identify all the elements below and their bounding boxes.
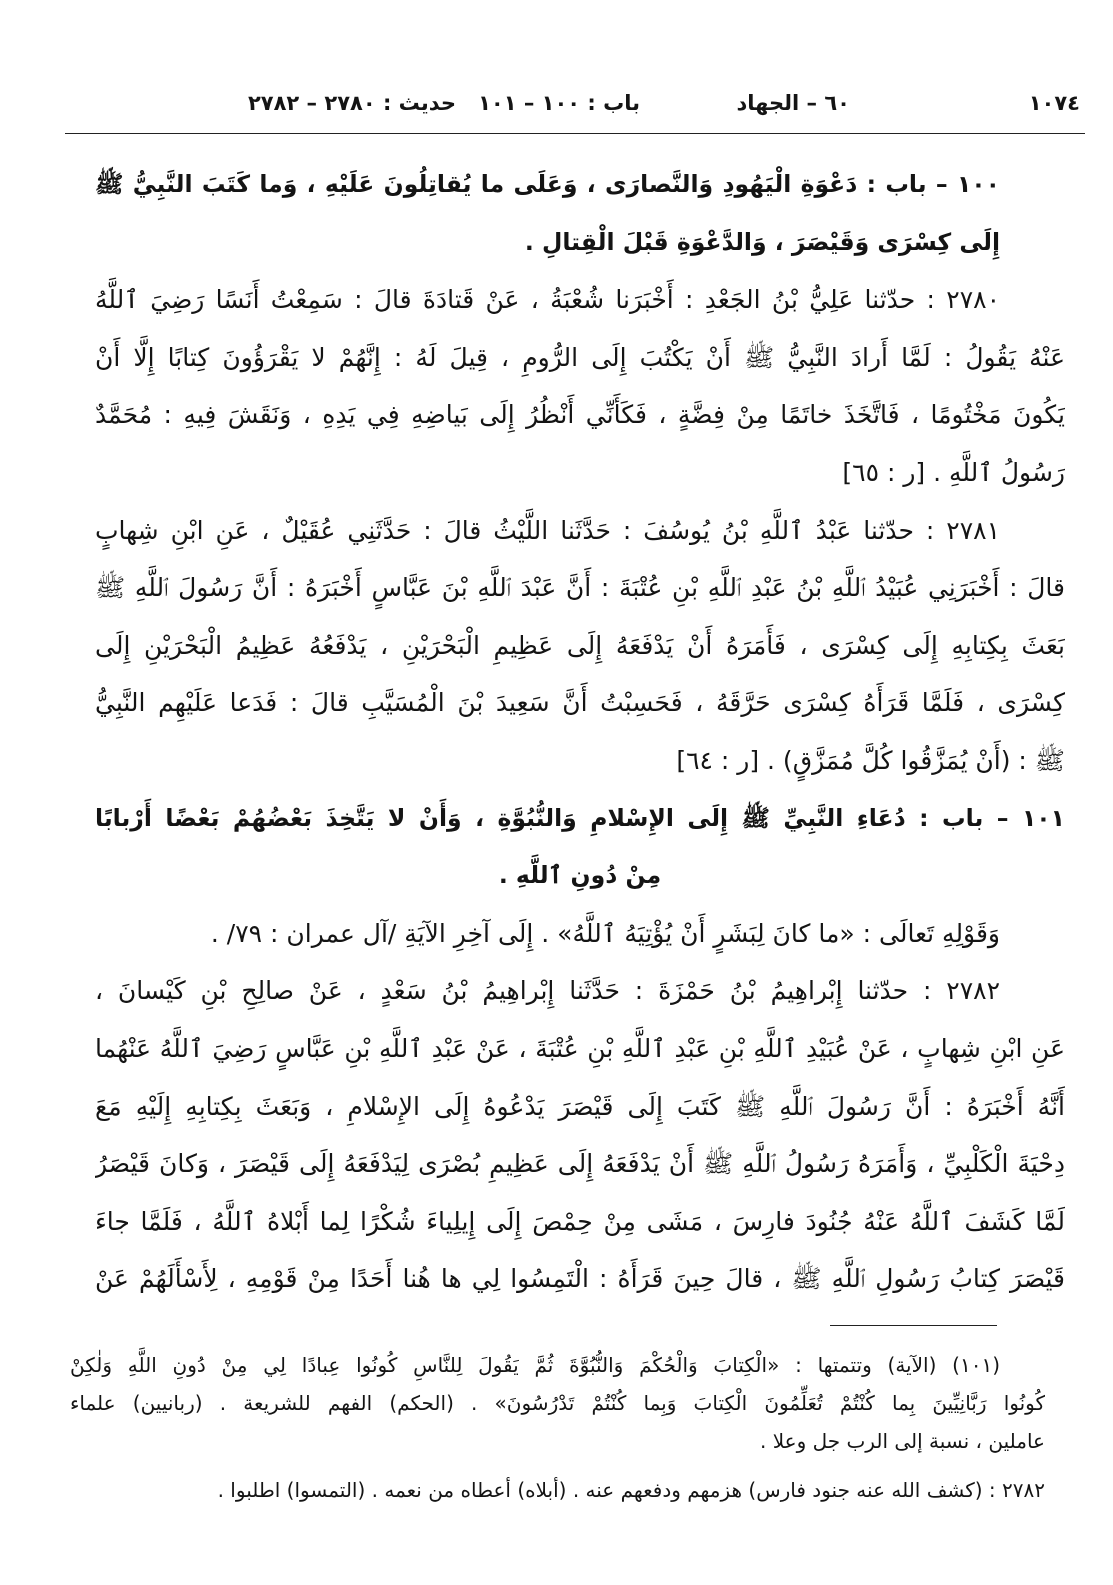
- chapter-heading-line: إِلَى كِسْرَى وَقَيْصَرَ ، وَالدَّعْوَةِ قَبْلَ الْقِتالِ .: [524, 227, 1000, 256]
- hadith-line: دِحْيَةَ الْكَلْبِيِّ ، وَأَمَرَهُ رَسُولُ ٱللَّهِ ﷺ أَنْ يَدْفَعَهُ إِلَى عَظِيمِ بُصْرَى لِيَدْفَعَهُ إِلَى قَيْصَرَ ، وَكانَ قَيْصَرُ: [95, 1149, 1065, 1179]
- hadith-range: حديث : ٢٧٨٠ – ٢٧٨٢: [247, 91, 457, 115]
- hadith-2781: [95, 502, 1065, 790]
- footnote-101: [70, 1346, 1045, 1460]
- footnote-rule: [830, 1325, 997, 1326]
- hadith-line: ﷺ : (أَنْ يُمَزَّقُوا كُلَّ مُمَزَّقٍ) . [ر : ٦٤]: [676, 745, 1065, 775]
- footnote-2782: ٢٧٨٢ : (كشف الله عنه جنود فارس) هزمهم ودفعهم عنه . (أبلاه) أعطاه من نعمه . (التمسوا) اطلبوا .: [217, 1478, 1045, 1502]
- hadith-line: ٢٧٨١ : حدّثنا عَبْدُ ٱللَّهِ بْنُ يُوسُفَ : حَدَّثَنا اللَّيْثُ قالَ : حَدَّثَنِي عُقَيْلٌ ، عَنِ ابْنِ شِهابٍ: [95, 515, 1000, 545]
- footnote-line: عاملين ، نسبة إلى الرب جل وعلا .: [760, 1429, 1045, 1453]
- hadith-line: قَيْصَرَ كِتابُ رَسُولِ ٱللَّهِ ﷺ ، قالَ حِينَ قَرَأَهُ : الْتَمِسُوا لِي ها هُنا أَحَدًا مِنْ قَوْمِهِ ، لِأَسْأَلَهُمْ عَنْ: [95, 1264, 1065, 1294]
- footnotes: [70, 1346, 1045, 1509]
- hadith-line: بَعَثَ بِكِتابِهِ إِلَى كِسْرَى ، فَأَمَرَهُ أَنْ يَدْفَعَهُ إِلَى عَظِيمِ الْبَحْرَيْنِ ، يَدْفَعُهُ عَظِيمُ الْبَحْرَيْنِ إِلَى: [95, 630, 1065, 660]
- hadith-line: يَكُونَ مَخْتُومًا ، فَاتَّخَذَ خاتَمًا مِنْ فِضَّةٍ ، فَكَأَنِّي أَنْظُرُ إِلَى بَياضِهِ فِي يَدِهِ ، وَنَقَشَ فِيهِ : مُحَمَّدٌ: [95, 400, 1065, 430]
- hadith-line: ٢٧٨٢ : حدّثنا إِبْراهِيمُ بْنُ حَمْزَةَ : حَدَّثَنا إِبْراهِيمُ بْنُ سَعْدٍ ، عَنْ صالِحِ بْنِ كَيْسانَ ،: [95, 976, 1000, 1006]
- hadith-line: قالَ : أَخْبَرَنِي عُبَيْدُ ٱللَّهِ بْنُ عَبْدِ ٱللَّهِ بْنِ عُتْبَةَ : أَنَّ عَبْدَ ٱللَّهِ بْنَ عَبَّاسٍ أَخْبَرَهُ : أَنَّ رَسُولَ ٱللَّهِ ﷺ: [95, 573, 1065, 603]
- footnote-line: كُونُوا رَبَّانِيِّينَ بِما كُنْتُمْ تُعَلِّمُونَ الْكِتابَ وَبِما كُنْتُمْ تَدْرُسُونَ» . (الحكم) الفهم للشريعة . (ربانيين) علماء: [70, 1391, 1045, 1415]
- hadith-2780: [95, 271, 1065, 501]
- range-header: [248, 88, 640, 118]
- hadith-line: كِسْرَى ، فَلَمَّا قَرَأَهُ كِسْرَى حَرَّقَهُ ، فَحَسِبْتُ أَنَّ سَعِيدَ بْنَ الْمُسَيَّبِ قالَ : فَدَعا عَلَيْهِم النَّبِيُّ: [95, 688, 1065, 718]
- hadith-line: رَسُولُ ٱللَّهِ . [ر : ٦٥]: [842, 457, 1065, 487]
- chapter-heading-line: ١٠٠ – باب : دَعْوَةِ الْيَهُودِ وَالنَّصارَى ، وَعَلَى ما يُقاتِلُونَ عَلَيْهِ ، وَما كَتَبَ النَّبِيُّ ﷺ: [95, 170, 1000, 198]
- hadith-line: ٢٧٨٠ : حدّثنا عَلِيُّ بْنُ الجَعْدِ : أَخْبَرَنا شُعْبَةُ ، عَنْ قَتادَةَ قالَ : سَمِعْتُ أَنَسًا رَضِيَ ٱللَّهُ: [95, 285, 1000, 315]
- book-title: ٦٠ – الجهاد: [736, 91, 850, 115]
- chapter-heading-line: ١٠١ – باب : دُعَاءِ النَّبِيِّ ﷺ إِلَى الإِسْلامِ وَالنُّبُوَّةِ ، وَأَنْ لا يَتَّخِذَ بَعْضُهُمْ بَعْضًا أَرْبابًا: [95, 803, 1065, 832]
- hadith-line: عَنْهُ يَقُولُ : لَمَّا أَرادَ النَّبِيُّ ﷺ أَنْ يَكْتُبَ إِلَى الرُّومِ ، قِيلَ لَهُ : إِنَّهُمْ لا يَقْرَؤُونَ كِتابًا إِلَّا أَنْ: [95, 342, 1065, 372]
- chapter-101-heading: [95, 790, 1065, 905]
- footnote-line: (١٠١) (الآية) وتتمتها : «الْكِتابَ وَالْحُكْمَ وَالنُّبُوَّةَ ثُمَّ يَقُولَ لِلنَّاسِ كُونُوا عِبادًا لِي مِنْ دُونِ اللَّهِ وَلٰكِنْ: [70, 1353, 1000, 1377]
- hadith-2782: [95, 962, 1065, 1308]
- hadith-line: أَنَّهُ أَخْبَرَهُ : أَنَّ رَسُولَ ٱللَّهِ ﷺ كَتَبَ إِلَى قَيْصَرَ يَدْعُوهُ إِلَى الإِسْلامِ ، وَبَعَثَ بِكِتابِهِ إِلَيْهِ مَعَ: [95, 1091, 1065, 1121]
- header-rule: [65, 133, 1085, 134]
- chapter-heading-line: مِنْ دُونِ ٱللَّهِ .: [498, 861, 662, 890]
- chapter-range: باب : ١٠٠ – ١٠١: [478, 91, 640, 115]
- page-number: ١٠٧٤: [1028, 91, 1080, 115]
- verse-reference: وَقَوْلِهِ تَعالَى : «ما كانَ لِبَشَرٍ أَنْ يُؤْتِيَهُ ٱللَّهُ» . إِلَى آخِرِ الآيَةِ /آل عمران : ٧٩/ .: [210, 918, 1000, 948]
- main-text: [95, 156, 1065, 1308]
- chapter-100-heading: [95, 156, 1065, 271]
- hadith-line: لَمَّا كَشَفَ ٱللَّهُ عَنْهُ جُنُودَ فارِسَ ، مَشَى مِنْ حِمْصَ إِلَى إِيلِياءَ شُكْرًا لِما أَبْلاهُ ٱللَّهُ ، فَلَمَّا جاءَ: [95, 1206, 1065, 1236]
- hadith-line: عَنِ ابْنِ شِهابٍ ، عَنْ عُبَيْدِ ٱللَّهِ بْنِ عَبْدِ ٱللَّهِ بْنِ عُتْبَةَ ، عَنْ عَبْدِ ٱللَّهِ بْنِ عَبَّاسٍ رَضِيَ ٱللَّهُ عَنْهُما: [95, 1033, 1065, 1063]
